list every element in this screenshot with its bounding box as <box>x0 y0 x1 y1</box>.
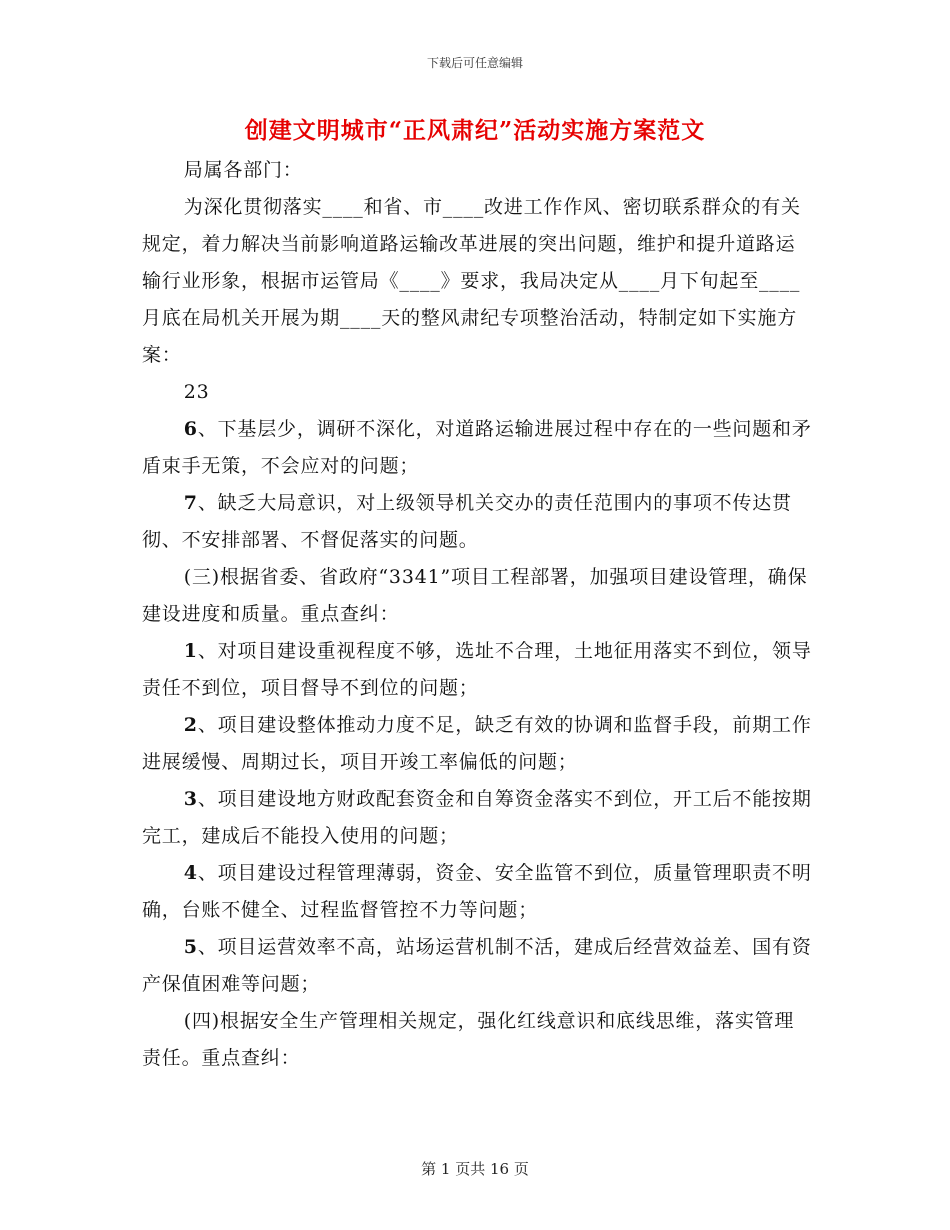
page-footer: 第 1 页共 16 页 <box>421 1160 529 1178</box>
section-four-heading: (四)根据安全生产管理相关规定，强化红线意识和底线思维，落实管理责任。重点查纠： <box>142 1010 795 1069</box>
item-text: 、项目建设过程管理薄弱，资金、安全监管不到位，质量管理职责不明确，台账不健全、过程监督管控不力等问题； <box>142 862 812 921</box>
item-text: 、下基层少，调研不深化，对道路运输进展过程中存在的一些问题和矛盾束手无策，不会应对的问题； <box>142 418 812 477</box>
list-item <box>142 633 812 707</box>
item-number: 5 <box>183 936 198 958</box>
list-item <box>142 929 812 1003</box>
item-text: 、项目运营效率不高，站场运营机制不活，建成后经营效益差、国有资产保值困难等问题； <box>142 936 812 995</box>
intro-paragraph: 为深化贯彻落实____和省、市____改进工作作风、密切联系群众的有关规定，着力解决当前影响道路运输改革进展的突出问题，维护和提升道路运输行业形象，根据市运管局《____》要求，我局决定从____月下旬起至____月底在局机关开展为期____天的整风肃纪专项整治活动，特制定如下实施方案： <box>142 196 801 366</box>
list-item <box>142 781 812 855</box>
item-text: 、项目建设地方财政配套资金和自筹资金落实不到位，开工后不能按期完工，建成后不能投入使用的问题； <box>142 788 812 847</box>
item-number: 3 <box>183 788 198 810</box>
item-number: 6 <box>183 418 198 440</box>
document-title: 创建文明城市“正风肃纪”活动实施方案范文 <box>244 117 706 144</box>
document-body <box>142 152 812 1077</box>
list-item <box>142 855 812 929</box>
item-text: 、缺乏大局意识，对上级领导机关交办的责任范围内的事项不传达贯彻、不安排部署、不督促落实的问题。 <box>142 492 792 551</box>
item-text: 、项目建设整体推动力度不足，缺乏有效的协调和监督手段，前期工作进展缓慢、周期过长，项目开竣工率偏低的问题； <box>142 714 812 773</box>
list-item <box>142 411 812 485</box>
list-item <box>142 707 812 781</box>
item-number: 4 <box>183 862 198 884</box>
salutation: 局属各部门： <box>183 159 303 181</box>
list-item <box>142 485 812 559</box>
item-number: 2 <box>183 714 198 736</box>
item-number: 7 <box>183 492 198 514</box>
header-note: 下载后可任意编辑 <box>426 56 523 70</box>
item-text: 、对项目建设重视程度不够，选址不合理，土地征用落实不到位，领导责任不到位，项目督导不到位的问题； <box>142 640 812 699</box>
item-number: 1 <box>183 640 198 662</box>
section-three-heading: (三)根据省委、省政府“3341”项目工程部署，加强项目建设管理，确保建设进度和质量。重点查纠： <box>142 566 808 625</box>
stray-number: 23 <box>183 381 210 403</box>
